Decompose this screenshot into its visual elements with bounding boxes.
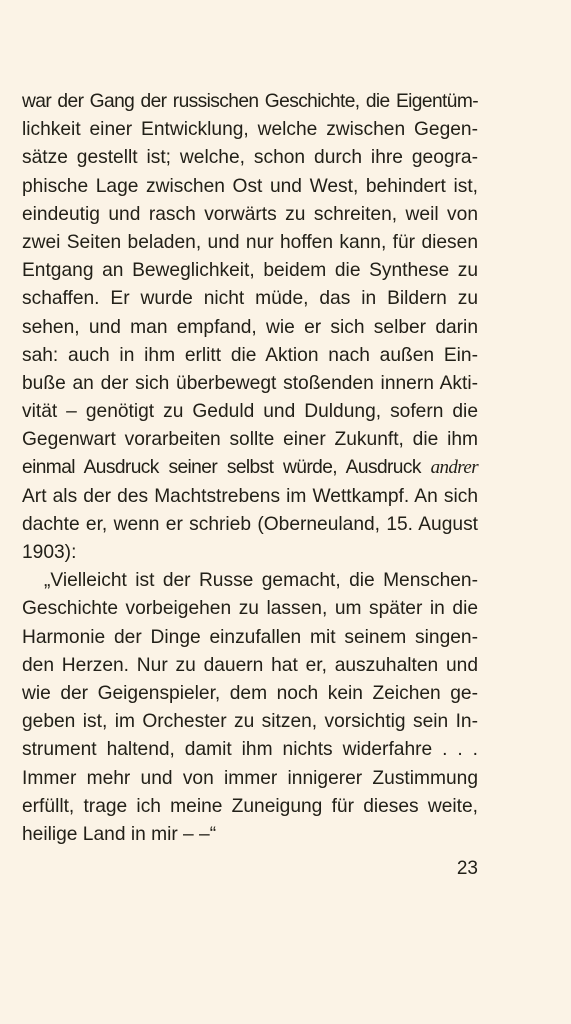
text-line: zwei Seiten beladen, und nur hoffen kann, für diesen [22,231,478,253]
quote-line: Geschichte vorbeigehen zu lassen, um später in die [22,598,478,620]
quote-line: den Herzen. Nur zu dauern hat er, auszuhalten und [22,654,478,676]
body-text [22,88,478,849]
text-line: Entgang an Beweglichkeit, beidem die Synthese zu [22,260,478,282]
text-segment: einmal Ausdruck seiner selbst würde, Ausdruck [22,457,421,479]
quote-line: geben ist, im Orchester zu sitzen, vorsichtig sein In- [22,711,478,733]
text-line: vität – genötigt zu Geduld und Duldung, sofern die [22,401,478,423]
quote-line: erfüllt, trage ich meine Zuneigung für dieses weite, [22,795,478,817]
quote-line: wie der Geigenspieler, dem noch kein Zeichen ge- [22,682,478,704]
quote-line: „Vielleicht ist der Russe gemacht, die Menschen- [44,570,478,592]
quote-line: Harmonie der Dinge einzufallen mit seinem singen- [22,626,478,648]
text-line: lichkeit einer Entwicklung, welche zwischen Gegen- [22,119,478,141]
text-line: buße an der sich überbewegt stoßenden innern Akti- [22,372,478,394]
text-line: phische Lage zwischen Ost und West, behindert ist, [22,175,478,197]
text-line: war der Gang der russischen Geschichte, die Eigentüm- [22,91,478,112]
text-line: 1903): [22,542,77,563]
text-line: dachte er, wenn er schrieb (Oberneuland, 15. August [22,513,478,535]
text-line: schaffen. Er wurde nicht müde, das in Bildern zu [22,288,478,310]
text-line: sätze gestellt ist; welche, schon durch ihre geogra- [22,147,478,169]
quote-line: Immer mehr und von immer innigerer Zustimmung [22,767,478,789]
text-line: Gegenwart vorarbeiten sollte einer Zukunft, die ihm [22,429,478,451]
text-line: sah: auch in ihm erlitt die Aktion nach außen Ein- [22,344,478,366]
text-line-with-emphasis [22,454,478,482]
text-line: sehen, und man empfand, wie er sich selber darin [22,316,478,338]
text-line: Art als der des Machtstrebens im Wettkampf. An sich [22,485,478,507]
emphasized-word: andrer [430,457,479,479]
quote-line: strument haltend, damit ihm nichts widerfahre . . . [22,739,478,761]
page-number: 23 [456,858,478,879]
text-line: eindeutig und rasch vorwärts zu schreiten, weil von [22,203,478,225]
quote-line: heilige Land in mir – –“ [22,823,217,845]
